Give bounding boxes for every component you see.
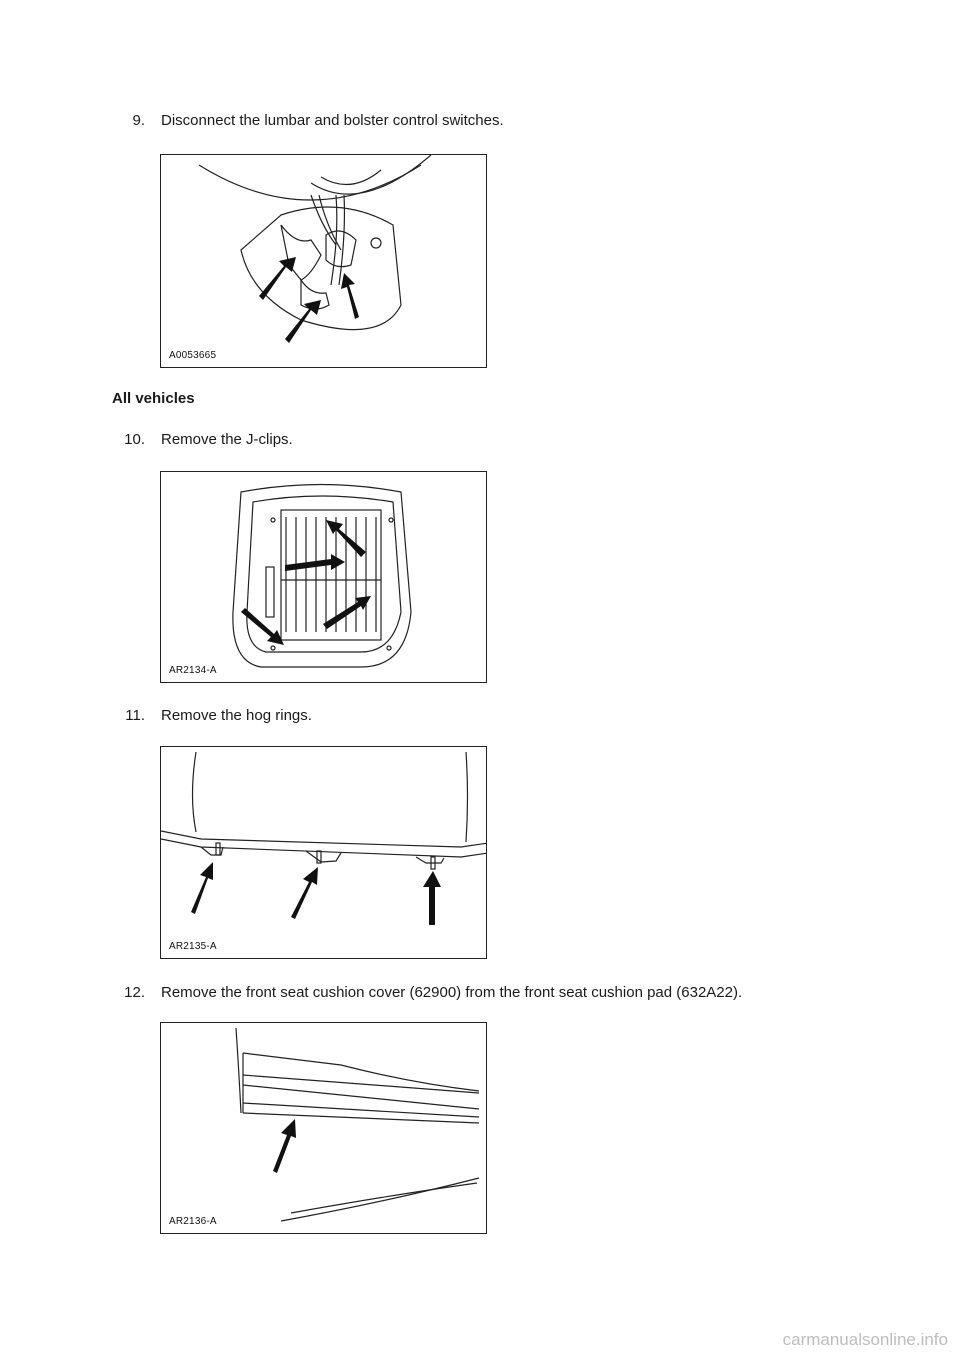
step-number: 12. bbox=[124, 984, 145, 1001]
step-text: Disconnect the lumbar and bolster control switches. bbox=[161, 112, 504, 129]
figure-label: AR2134-A bbox=[169, 665, 217, 676]
illustration-j-clips bbox=[160, 471, 487, 683]
illustration-hog-rings bbox=[160, 746, 487, 959]
step-number: 9. bbox=[132, 112, 145, 129]
illustration-drawing bbox=[161, 155, 487, 368]
illustration-lumbar-bolster-switches bbox=[160, 154, 487, 368]
step-text: Remove the hog rings. bbox=[161, 707, 312, 724]
illustration-drawing bbox=[161, 472, 487, 683]
step-number: 11. bbox=[125, 707, 145, 724]
illustration-drawing bbox=[161, 1023, 487, 1234]
figure-label: A0053665 bbox=[169, 350, 217, 361]
section-heading: All vehicles bbox=[112, 390, 195, 407]
step-text: Remove the front seat cushion cover (62900) from the front seat cushion pad (632A22). bbox=[161, 984, 743, 1001]
illustration-seat-cushion-cover bbox=[160, 1022, 487, 1234]
figure-label: AR2136-A bbox=[169, 1216, 217, 1227]
watermark: carmanualsonline.info bbox=[782, 1330, 948, 1349]
step-number: 10. bbox=[124, 431, 145, 448]
step-text: Remove the J-clips. bbox=[161, 431, 293, 448]
figure-label: AR2135-A bbox=[169, 941, 217, 952]
illustration-drawing bbox=[161, 747, 487, 959]
